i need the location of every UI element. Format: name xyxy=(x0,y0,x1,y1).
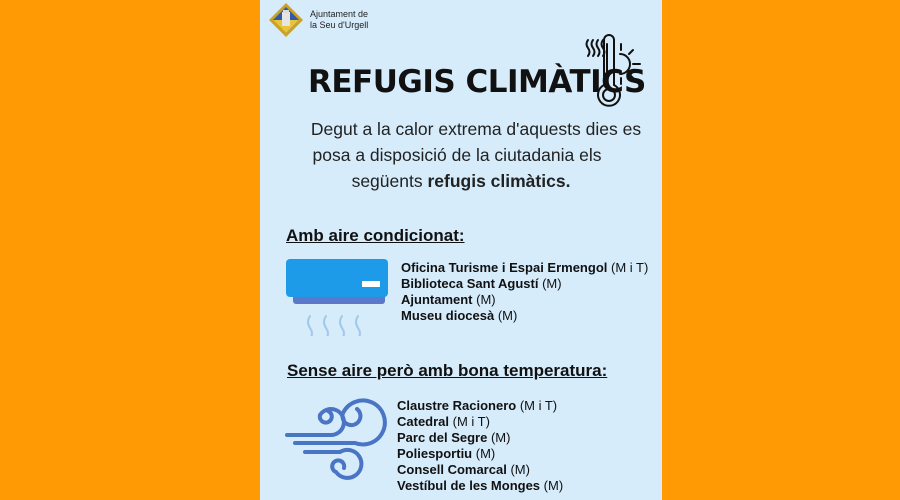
intro-line1: Degut a la calor extrema d'aquests dies es xyxy=(310,119,642,139)
section-heading-ac: Amb aire condicionat: xyxy=(286,226,465,245)
list-item xyxy=(401,276,648,292)
item-schedule: (M) xyxy=(506,462,530,477)
ac-refuge-list xyxy=(401,260,648,324)
page-title: REFUGIS CLIMÀTICS xyxy=(308,64,646,100)
item-schedule: (M) xyxy=(538,276,562,291)
thermometer-sun-icon xyxy=(582,32,652,110)
municipal-logo xyxy=(268,2,368,38)
item-schedule: (M) xyxy=(472,292,496,307)
item-schedule: (M) xyxy=(494,308,518,323)
item-name: Ajuntament xyxy=(401,292,473,307)
item-name: Vestíbul de les Monges xyxy=(397,478,541,493)
list-item xyxy=(397,430,563,446)
item-name: Catedral xyxy=(397,414,450,429)
intro-line2: posa a disposició de la ciutadania els xyxy=(312,145,602,165)
org-name-line1: Ajuntament de xyxy=(310,9,369,19)
item-name: Oficina Turisme i Espai Ermengol xyxy=(401,260,608,275)
list-item xyxy=(397,446,563,462)
list-item xyxy=(397,414,563,430)
coat-of-arms-icon xyxy=(268,2,304,38)
item-name: Parc del Segre xyxy=(397,430,488,445)
air-conditioner-icon xyxy=(285,258,389,336)
list-item xyxy=(397,398,563,414)
wind-icon xyxy=(285,393,395,483)
item-name: Claustre Racionero xyxy=(397,398,517,413)
poster-panel xyxy=(260,0,662,500)
org-name-line2: la Seu d'Urgell xyxy=(310,20,369,30)
section-heading-no-ac: Sense aire però amb bona temperatura: xyxy=(287,361,608,380)
item-schedule: (M) xyxy=(472,446,496,461)
item-name: Poliesportiu xyxy=(397,446,473,461)
intro-line3-prefix: següents xyxy=(351,171,428,191)
item-name: Museu diocesà xyxy=(401,308,495,323)
list-item xyxy=(397,462,563,478)
list-item xyxy=(397,478,563,494)
list-item xyxy=(401,260,648,276)
item-schedule: (M i T) xyxy=(516,398,558,413)
intro-line3-bold: refugis climàtics. xyxy=(427,171,571,191)
item-schedule: (M) xyxy=(540,478,564,493)
item-schedule: (M i T) xyxy=(449,414,490,429)
intro-text xyxy=(260,116,662,194)
intro-line3 xyxy=(260,168,662,194)
list-item xyxy=(401,292,648,308)
no-ac-refuge-list xyxy=(397,398,563,494)
item-schedule: (M i T) xyxy=(607,260,649,275)
item-name: Biblioteca Sant Agustí xyxy=(401,276,539,291)
list-item xyxy=(401,308,648,324)
item-schedule: (M) xyxy=(487,430,511,445)
item-name: Consell Comarcal xyxy=(397,462,507,477)
